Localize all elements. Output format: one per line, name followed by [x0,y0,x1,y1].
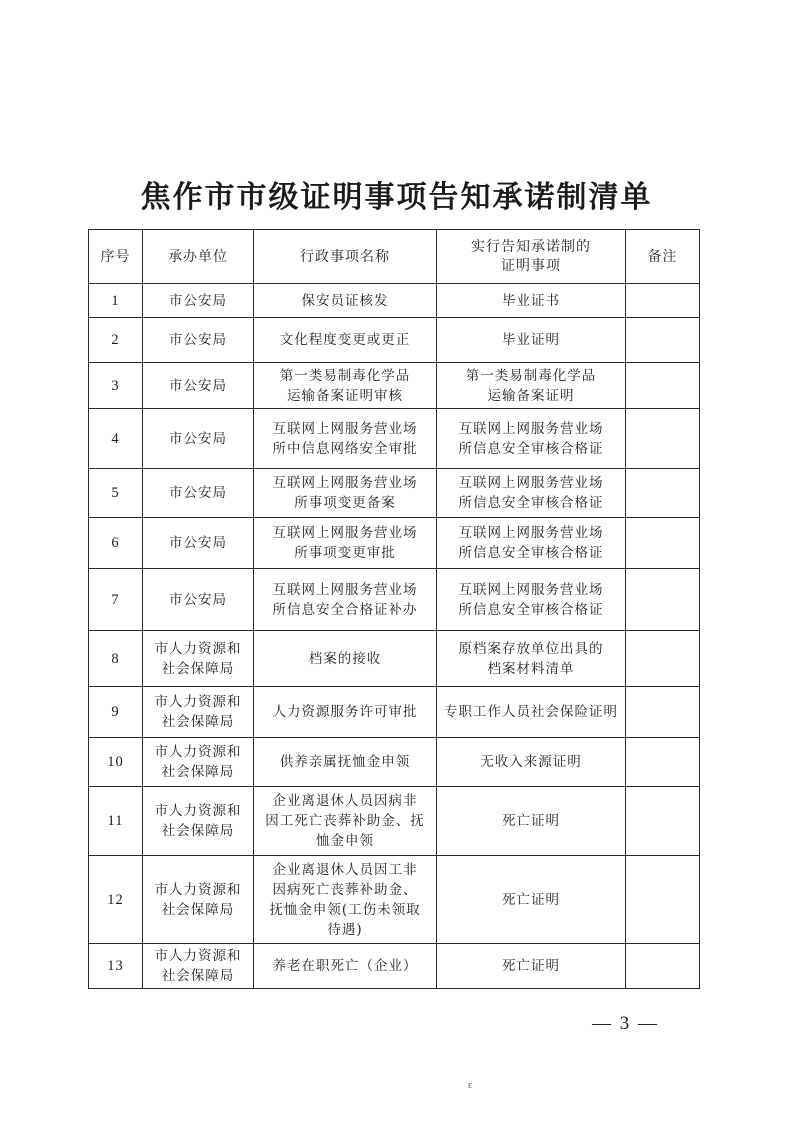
table-row [89,944,700,989]
cell-no: 5 [89,469,143,518]
cell-item: 互联网上网服务营业场 所事项变更审批 [254,518,437,569]
cell-note [626,856,700,944]
table-row [89,631,700,687]
table-row [89,318,700,363]
cell-unit: 市公安局 [143,284,254,318]
cell-no: 3 [89,363,143,409]
cell-item: 互联网上网服务营业场 所中信息网络安全审批 [254,409,437,469]
header-item: 行政事项名称 [254,230,437,284]
cell-note [626,363,700,409]
cell-unit: 市人力资源和 社会保障局 [143,631,254,687]
table-row [89,518,700,569]
cell-no: 4 [89,409,143,469]
cell-note [626,409,700,469]
cell-unit: 市公安局 [143,469,254,518]
cell-item: 养老在职死亡（企业） [254,944,437,989]
page-title: 焦作市市级证明事项告知承诺制清单 [140,180,653,215]
cell-unit: 市公安局 [143,569,254,631]
table-row [89,856,700,944]
cell-unit: 市公安局 [143,518,254,569]
cell-note [626,787,700,856]
table-row [89,409,700,469]
cell-proof: 毕业证明 [437,318,626,363]
cell-unit: 市人力资源和 社会保障局 [143,687,254,738]
cell-no: 9 [89,687,143,738]
cell-note [626,284,700,318]
cell-unit: 市公安局 [143,363,254,409]
table-row [89,469,700,518]
cell-no: 7 [89,569,143,631]
cell-unit: 市人力资源和 社会保障局 [143,738,254,787]
header-no: 序号 [89,230,143,284]
header-note: 备注 [626,230,700,284]
cell-proof: 毕业证书 [437,284,626,318]
cell-unit: 市人力资源和 社会保障局 [143,944,254,989]
cell-no: 10 [89,738,143,787]
cell-unit: 市人力资源和 社会保障局 [143,787,254,856]
cell-proof: 第一类易制毒化学品 运输备案证明 [437,363,626,409]
cell-no: 1 [89,284,143,318]
cell-note [626,318,700,363]
notification-commitment-table [88,229,700,989]
cell-unit: 市人力资源和 社会保障局 [143,856,254,944]
table-header-row [89,230,700,284]
header-proof: 实行告知承诺制的 证明事项 [437,230,626,284]
cell-item: 互联网上网服务营业场 所信息安全合格证补办 [254,569,437,631]
cell-note [626,631,700,687]
cell-proof: 互联网上网服务营业场 所信息安全审核合格证 [437,518,626,569]
table-row [89,787,700,856]
cell-proof: 死亡证明 [437,944,626,989]
cell-note [626,738,700,787]
cell-proof: 无收入来源证明 [437,738,626,787]
cell-item: 档案的接收 [254,631,437,687]
cell-proof: 互联网上网服务营业场 所信息安全审核合格证 [437,569,626,631]
cell-no: 8 [89,631,143,687]
table-row [89,284,700,318]
cell-proof: 原档案存放单位出具的 档案材料清单 [437,631,626,687]
cell-item: 人力资源服务许可审批 [254,687,437,738]
cell-no: 12 [89,856,143,944]
table-row [89,687,700,738]
table-row [89,738,700,787]
cell-no: 13 [89,944,143,989]
cell-note [626,569,700,631]
cell-item: 互联网上网服务营业场 所事项变更备案 [254,469,437,518]
cell-proof: 死亡证明 [437,787,626,856]
cell-unit: 市公安局 [143,409,254,469]
cell-note [626,518,700,569]
table-row [89,569,700,631]
cell-item: 文化程度变更或更正 [254,318,437,363]
cell-note [626,687,700,738]
cell-proof: 互联网上网服务营业场 所信息安全审核合格证 [437,409,626,469]
cell-proof: 专职工作人员社会保险证明 [437,687,626,738]
cell-unit: 市公安局 [143,318,254,363]
table-body [89,284,700,989]
cell-item: 保安员证核发 [254,284,437,318]
cell-proof: 互联网上网服务营业场 所信息安全审核合格证 [437,469,626,518]
header-unit: 承办单位 [143,230,254,284]
cell-no: 2 [89,318,143,363]
cell-item: 企业离退休人员因病非 因工死亡丧葬补助金、抚 恤金申领 [254,787,437,856]
page-number: — 3 — [592,1013,659,1034]
cell-proof: 死亡证明 [437,856,626,944]
footer-mark: ε [468,1080,473,1091]
cell-item: 企业离退休人员因工非 因病死亡丧葬补助金、 抚恤金申领(工伤未领取 待遇) [254,856,437,944]
cell-note [626,944,700,989]
cell-item: 第一类易制毒化学品 运输备案证明审核 [254,363,437,409]
cell-note [626,469,700,518]
cell-no: 6 [89,518,143,569]
cell-item: 供养亲属抚恤金申领 [254,738,437,787]
table-row [89,363,700,409]
cell-no: 11 [89,787,143,856]
